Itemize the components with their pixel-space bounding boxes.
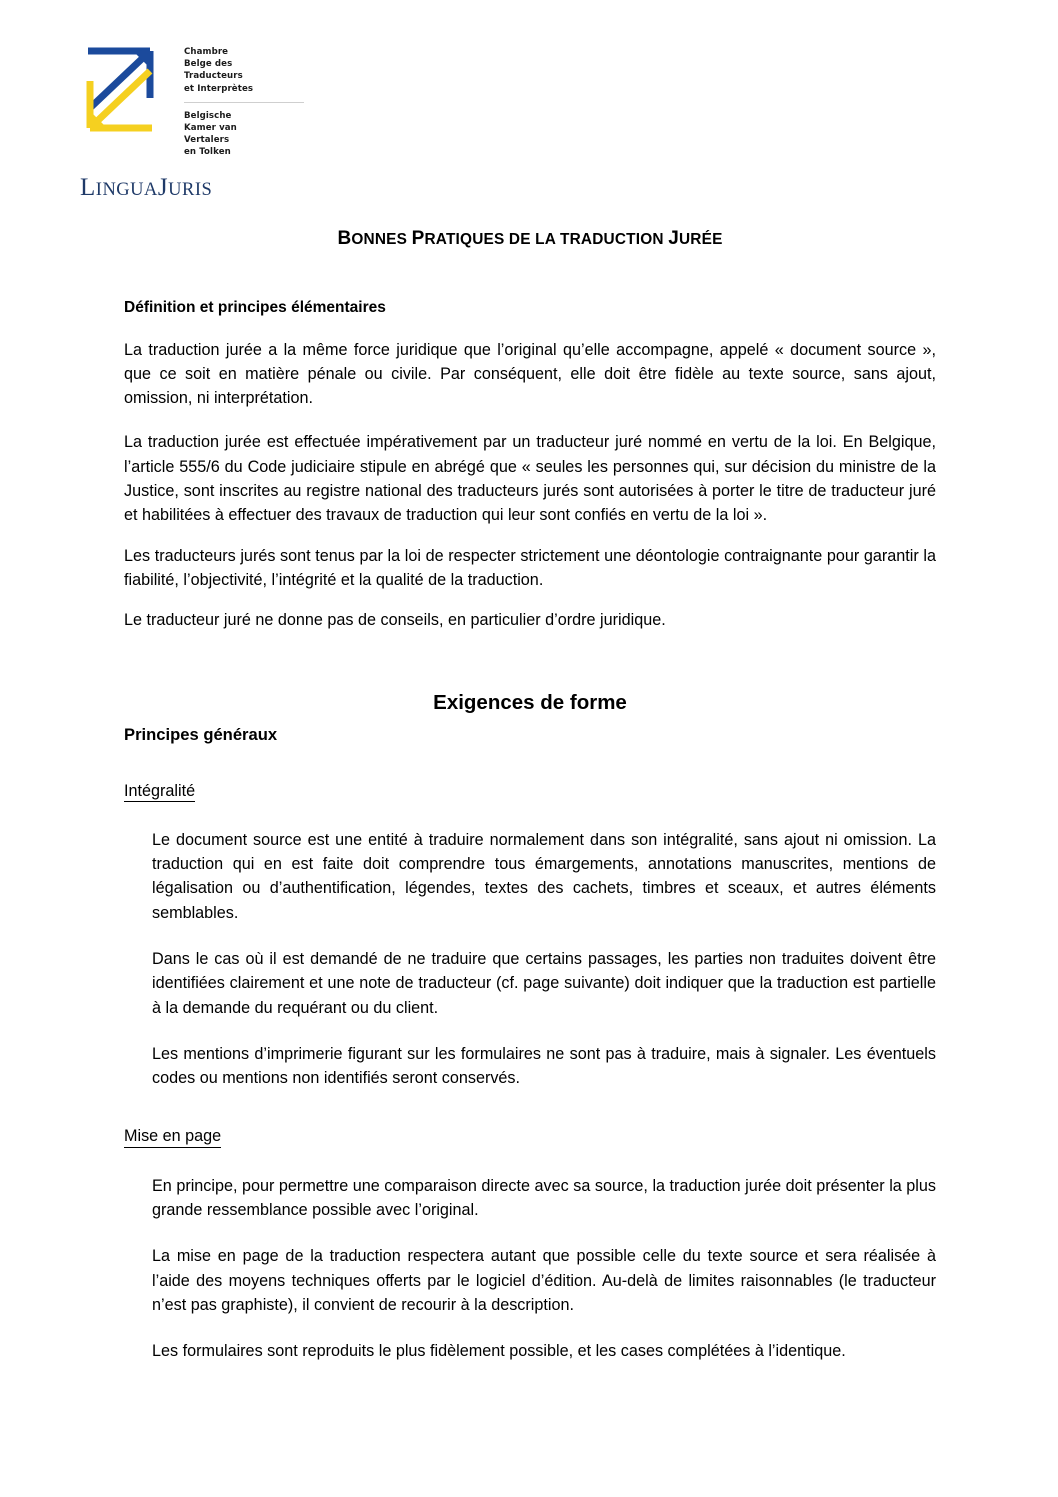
title-word-uree: URÉE xyxy=(678,231,723,248)
org-name-fr-line-1: Chambre xyxy=(184,47,229,57)
paragraph-definition-1: La traduction jurée a la même force juridique que l’original qu’elle accompagne, appelé « document source », que ce soit en matière pénale ou civile. Par conséquent, elle doit être fidèle au texte source, sans ajout, omission, ni interprétation. xyxy=(124,340,936,408)
paragraph-integralite-3: Les mentions d’imprimerie figurant sur les formulaires ne sont pas à traduire, mais à signaler. Les éventuels codes ou mentions non identifiés seront conservés. xyxy=(152,1044,936,1088)
section-heading-definition: Définition et principes élémentaires xyxy=(124,299,386,316)
title-cap-p: P xyxy=(411,228,425,249)
title-cap-b: B xyxy=(337,228,352,249)
subsection-mise-en-page xyxy=(124,1090,936,1147)
org-name-nl-line-1: Belgische xyxy=(184,110,232,121)
paragraph-definition-2: La traduction jurée est effectuée impérativement par un traducteur juré nommé en vertu de la loi. En Belgique, l’article 555/6 du Code judiciaire stipule en abrégé que « seules les personnes qui, sur décision du ministre de la Justice, sont inscrites au registre national des traducteurs jurés sont autorisées à porter le titre de traducteur juré et habilitées à effectuer des travaux de traduction qui leur sont confiés en vertu de la loi ». xyxy=(124,433,936,525)
document-body xyxy=(124,0,936,1364)
wordmark-uris: URIS xyxy=(168,179,213,200)
paragraph-integralite-2: Dans le cas où il est demandé de ne traduire que certains passages, les parties non traduites doivent être identifiées clairement et une note de traducteur (cf. page suivante) doit indiquer que la traduction est partielle à la demande du requérant ou du client. xyxy=(152,950,936,1017)
org-name-nl-line-2: Kamer van xyxy=(184,123,237,134)
org-name-fr-line-3: Traducteurs xyxy=(184,71,243,82)
wordmark-cap-j: J xyxy=(157,173,169,201)
org-name-nl-line-4: en Tolken xyxy=(184,147,231,158)
paragraph-mise-en-page-1: En principe, pour permettre une comparaison directe avec sa source, la traduction jurée doit présenter la plus grande ressemblance possible avec l’original. xyxy=(152,1176,936,1220)
org-name-fr-line-4: et Interprètes xyxy=(184,83,254,94)
paragraph-mise-en-page-2: La mise en page de la traduction respectera autant que possible celle du texte source et sera réalisée à l’aide des moyens techniques offerts par le logiciel d’édition. Au-delà de limites raisonnables (le traducteur n’est pas graphiste), il convient de recourir à la description. xyxy=(152,1247,936,1314)
wordmark-ingua: INGUA xyxy=(95,179,158,200)
subheading-mise-en-page: Mise en page xyxy=(124,1126,221,1147)
section-title-exigences: Exigences de forme xyxy=(433,690,627,714)
page-title xyxy=(124,228,936,250)
paragraph-mise-en-page-3: Les formulaires sont reproduits le plus fidèlement possible, et les cases complétées à l’identique. xyxy=(152,1342,846,1361)
title-word-onnes: ONNES xyxy=(351,231,412,248)
org-name-fr-line-2: Belge des xyxy=(184,59,233,70)
title-cap-j: J xyxy=(668,228,679,249)
subsection-integralite xyxy=(124,745,936,802)
org-name-nl-line-3: Vertalers xyxy=(184,135,230,146)
paragraph-definition-3: Les traducteurs jurés sont tenus par la loi de respecter strictement une déontologie contraignante pour garantir la fiabilité, l’objectivité, l’intégrité et la qualité de la traduction. xyxy=(124,546,936,589)
section-heading-principes-generaux: Principes généraux xyxy=(124,724,278,744)
wordmark-cap-l: L xyxy=(80,173,96,201)
paragraph-definition-4: Le traducteur juré ne donne pas de conseils, en particulier d’ordre juridique. xyxy=(124,611,666,630)
subheading-integralite: Intégralité xyxy=(124,781,195,802)
paragraph-integralite-1: Le document source est une entité à traduire normalement dans son intégralité, sans ajout ni omission. La traduction qui en est faite doit comprendre tous émargements, annotations manuscrites, mentions de légalisation ou d’authentification, légendes, textes des cachets, timbres et sceaux, et autres éléments semblables. xyxy=(152,830,936,922)
title-word-ratiques: RATIQUES DE LA TRADUCTION xyxy=(424,231,669,248)
